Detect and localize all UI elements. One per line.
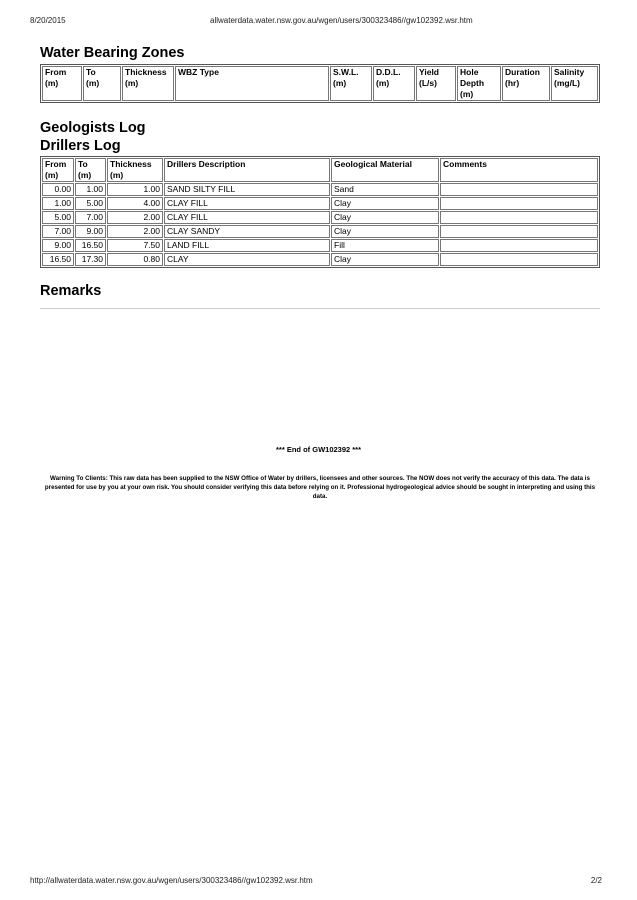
print-header [30,16,602,28]
cell-material: Fill [331,239,439,252]
remarks-title: Remarks [40,283,102,299]
wbz-col-yield: Yield (L/s) [416,66,456,101]
cell-description: CLAY SANDY [164,225,330,238]
cell-to: 1.00 [75,183,106,196]
cell-thickness: 2.00 [107,211,163,224]
wbz-table [40,64,600,103]
table-row [42,225,598,238]
cell-to: 7.00 [75,211,106,224]
cell-from: 0.00 [42,183,74,196]
cell-comments [440,239,598,252]
cell-to: 9.00 [75,225,106,238]
cell-material: Clay [331,197,439,210]
table-row [42,211,598,224]
footer-url: http://allwaterdata.water.nsw.gov.au/wgen/users/300323486//gw102392.wsr.htm [30,876,313,885]
table-row [42,197,598,210]
drillers-col-from: From (m) [42,158,74,182]
cell-to: 5.00 [75,197,106,210]
cell-comments [440,211,598,224]
cell-thickness: 7.50 [107,239,163,252]
cell-from: 7.00 [42,225,74,238]
wbz-title: Water Bearing Zones [40,45,185,61]
table-row [42,239,598,252]
wbz-col-ddl: D.D.L. (m) [373,66,415,101]
cell-thickness: 0.80 [107,253,163,266]
cell-from: 9.00 [42,239,74,252]
drillers-col-thickness: Thickness (m) [107,158,163,182]
wbz-header-row [42,66,598,101]
drillers-col-to: To (m) [75,158,106,182]
wbz-col-salinity: Salinity (mg/L) [551,66,598,101]
wbz-col-to: To (m) [83,66,121,101]
cell-thickness: 2.00 [107,225,163,238]
cell-comments [440,183,598,196]
remarks-divider [40,308,600,309]
cell-comments [440,197,598,210]
wbz-col-swl: S.W.L. (m) [330,66,372,101]
wbz-col-hole-depth: Hole Depth (m) [457,66,501,101]
drillers-header-row [42,158,598,182]
table-row [42,183,598,196]
cell-comments [440,225,598,238]
geologists-log-title: Geologists Log [40,120,146,136]
cell-from: 1.00 [42,197,74,210]
cell-description: CLAY FILL [164,197,330,210]
wbz-col-thickness: Thickness (m) [122,66,174,101]
cell-to: 16.50 [75,239,106,252]
drillers-col-material: Geological Material [331,158,439,182]
cell-thickness: 1.00 [107,183,163,196]
report-content [40,44,600,309]
cell-material: Clay [331,211,439,224]
cell-to: 17.30 [75,253,106,266]
cell-material: Sand [331,183,439,196]
drillers-log-table [40,156,600,268]
cell-description: SAND SILTY FILL [164,183,330,196]
cell-material: Clay [331,253,439,266]
page-number: 2/2 [590,876,602,885]
drillers-log-title: Drillers Log [40,138,121,154]
warning-text: Warning To Clients: This raw data has been supplied to the NSW Office of Water by drillers, licensees and other sources. The NOW does not verify the accuracy of this data. The data is presented for use by you at your own risk. You should consider verifying this data before relying on it. Professional hydrogeological advice should be sought in interpreting and using this data. [44,475,596,500]
drillers-col-description: Drillers Description [164,158,330,182]
table-row [42,253,598,266]
print-footer [30,876,602,888]
cell-description: LAND FILL [164,239,330,252]
cell-comments [440,253,598,266]
print-url: allwaterdata.water.nsw.gov.au/wgen/users/300323486//gw102392.wsr.htm [210,16,473,25]
cell-from: 16.50 [42,253,74,266]
cell-from: 5.00 [42,211,74,224]
wbz-col-from: From (m) [42,66,82,101]
drillers-col-comments: Comments [440,158,598,182]
print-date: 8/20/2015 [30,16,66,25]
cell-material: Clay [331,225,439,238]
cell-thickness: 4.00 [107,197,163,210]
cell-description: CLAY FILL [164,211,330,224]
end-of-report: *** End of GW102392 *** [275,445,362,454]
wbz-col-type: WBZ Type [175,66,329,101]
wbz-col-duration: Duration (hr) [502,66,550,101]
cell-description: CLAY [164,253,330,266]
